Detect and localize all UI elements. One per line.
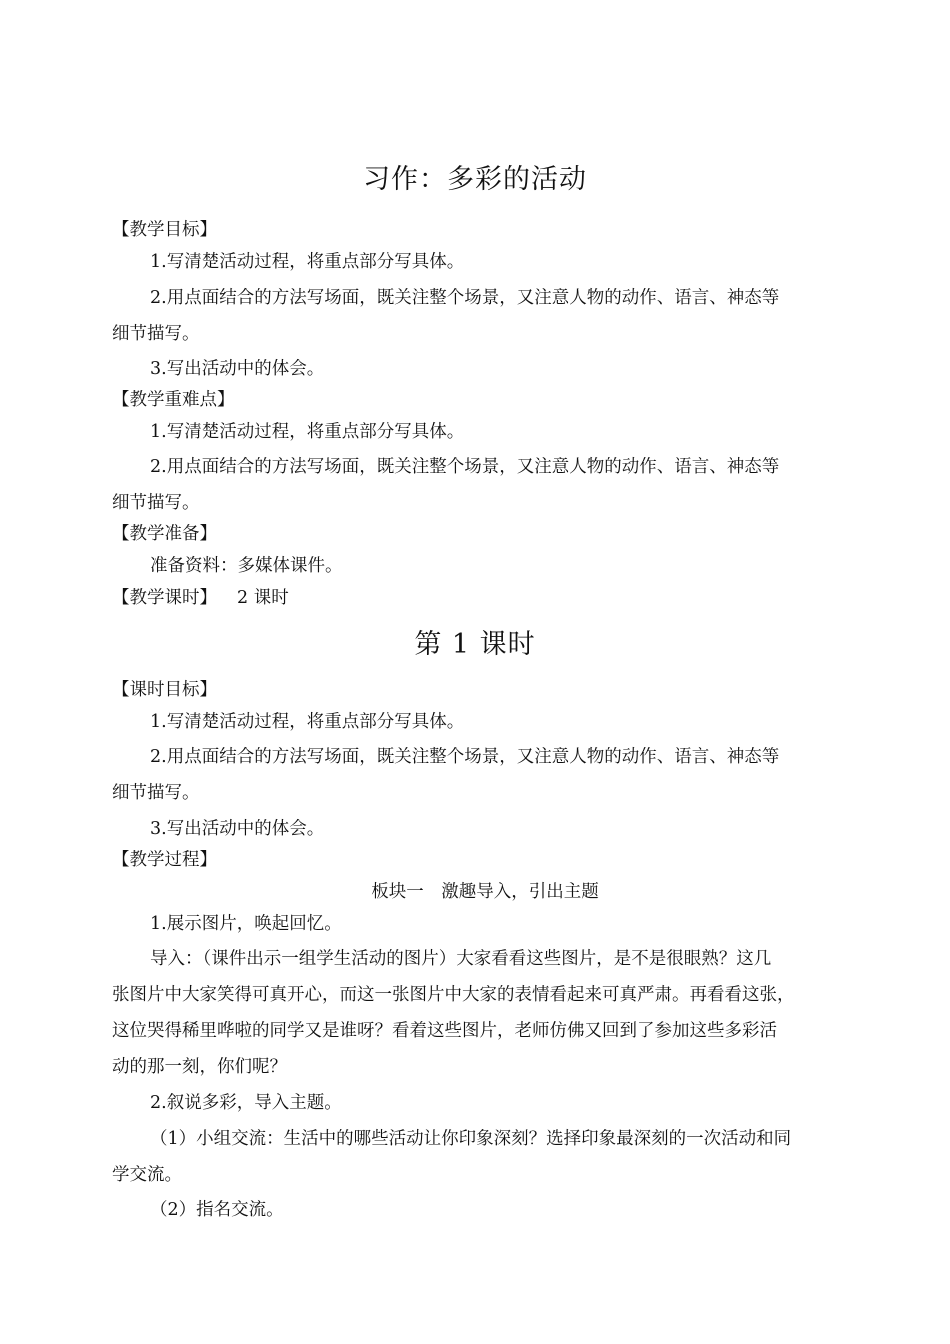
key-point-item-2-line-2: 细节描写。 xyxy=(112,493,200,513)
process-paragraph-2-line-1: 导入：（课件出示一组学生活动的图片）大家看看这些图片，是不是很眼熟？这几 xyxy=(150,949,772,969)
lesson-goal-item-2-line-1: 2.用点面结合的方法写场面，既关注整个场景，又注意人物的动作、语言、神态等 xyxy=(150,747,780,767)
section-heading-key-points: 【教学重难点】 xyxy=(112,390,235,410)
class-hours-label: 【教学课时】 xyxy=(112,588,217,608)
goal-item-1: 1.写清楚活动过程，将重点部分写具体。 xyxy=(150,252,465,272)
lesson-title: 第 1 课时 xyxy=(414,629,536,660)
preparation-item: 准备资料：多媒体课件。 xyxy=(150,556,343,576)
document-title: 习作：多彩的活动 xyxy=(363,164,587,195)
section-heading-preparation: 【教学准备】 xyxy=(112,524,217,544)
lesson-goal-item-1: 1.写清楚活动过程，将重点部分写具体。 xyxy=(150,712,465,732)
goal-item-3: 3.写出活动中的体会。 xyxy=(150,359,325,379)
process-paragraph-2-line-4: 动的那一刻，你们呢？ xyxy=(112,1057,287,1077)
section-heading-class-hours xyxy=(112,584,289,609)
section-heading-teaching-process: 【教学过程】 xyxy=(112,850,217,870)
section-heading-lesson-goals: 【课时目标】 xyxy=(112,680,217,700)
process-paragraph-2-line-2: 张图片中大家笑得可真开心，而这一张图片中大家的表情看起来可真严肃。再看看这张， xyxy=(112,985,795,1005)
lesson-goal-item-2-line-2: 细节描写。 xyxy=(112,783,200,803)
key-point-item-2-line-1: 2.用点面结合的方法写场面，既关注整个场景，又注意人物的动作、语言、神态等 xyxy=(150,457,780,477)
class-hours-value: 2 课时 xyxy=(237,588,289,608)
process-paragraph-1: 1.展示图片，唤起回忆。 xyxy=(150,914,342,934)
section-heading-teaching-goals: 【教学目标】 xyxy=(112,220,217,240)
process-paragraph-4-line-1: （1）小组交流：生活中的哪些活动让你印象深刻？选择印象最深刻的一次活动和同 xyxy=(150,1129,792,1149)
process-paragraph-3: 2.叙说多彩，导入主题。 xyxy=(150,1093,342,1113)
goal-item-2-line-2: 细节描写。 xyxy=(112,324,200,344)
goal-item-2-line-1: 2.用点面结合的方法写场面，既关注整个场景，又注意人物的动作、语言、神态等 xyxy=(150,288,780,308)
lesson-goal-item-3: 3.写出活动中的体会。 xyxy=(150,819,325,839)
process-paragraph-5: （2）指名交流。 xyxy=(150,1200,284,1220)
process-paragraph-4-line-2: 学交流。 xyxy=(112,1165,182,1185)
block-title: 板块一 激趣导入，引出主题 xyxy=(371,882,599,902)
process-paragraph-2-line-3: 这位哭得稀里哗啦的同学又是谁呀？看着这些图片，老师仿佛又回到了参加这些多彩活 xyxy=(112,1021,777,1041)
key-point-item-1: 1.写清楚活动过程，将重点部分写具体。 xyxy=(150,422,465,442)
